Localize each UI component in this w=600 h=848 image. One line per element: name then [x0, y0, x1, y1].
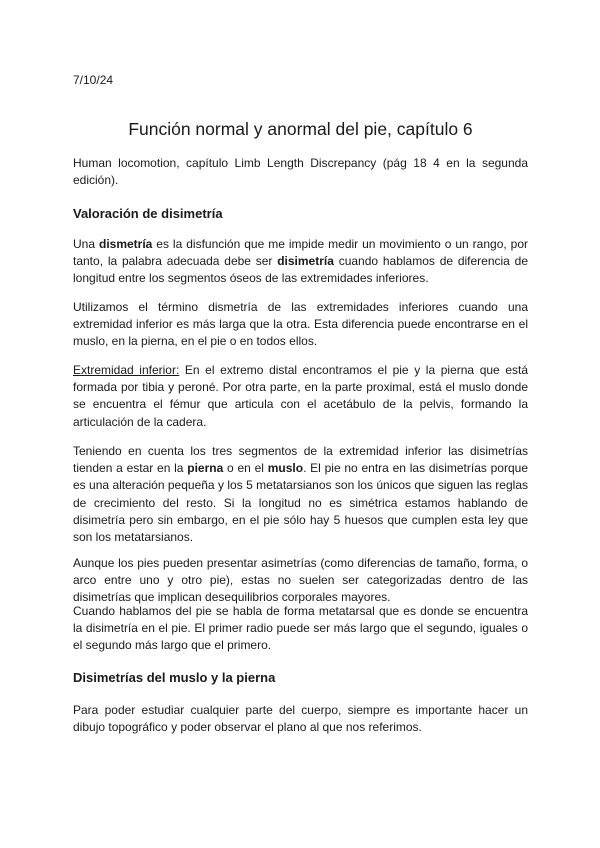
- paragraph-segmentos: [73, 443, 528, 546]
- text-run: Una: [73, 237, 99, 251]
- text-run: . El pie no entra en las disimetrías porque es una alteración pequeña y los 5 metatarsianos son los únicos que siguen las reglas de crecimiento del resto. Si la longitud no es simétrica estamos hablando de disimetría pero sin embargo, en el pie sólo hay 5 huesos que cumplen esta ley que son los metatarsianos.: [73, 461, 528, 545]
- text-run: Teniendo en cuenta los tres segmentos de la extremidad inferior las disimetrías tienden a estar en la: [73, 444, 528, 476]
- document-date: 7/10/24: [73, 73, 114, 87]
- paragraph-extremidad-inferior: [73, 362, 528, 431]
- paragraph-forma-metatarsal: Cuando hablamos del pie se habla de forma metatarsal que es donde se encuentra la disimetría en el pie. El primer radio puede ser más largo que el segundo, iguales o el segundo más largo que el primero.: [73, 604, 528, 653]
- text-run: es la disfunción que me impide medir un movimiento o un rango, por tanto, la palabra adecuada debe ser: [73, 237, 528, 269]
- paragraph-asimetrias: Aunque los pies pueden presentar asimetrías (como diferencias de tamaño, forma, o arco entre uno y otro pie), estas no suelen ser categorizadas dentro de las disimetrías que implican desequilibrios corporales mayores.: [73, 556, 528, 605]
- bold-term-dismetria: dismetría: [98, 237, 153, 251]
- section-heading-muslo-pierna: Disimetrías del muslo y la pierna: [73, 670, 276, 685]
- bold-term-disimetria: disimetría: [277, 254, 334, 269]
- bold-term-pierna: pierna: [187, 461, 224, 476]
- section-heading-valoracion: Valoración de disimetría: [73, 206, 223, 221]
- text-run: cuando hablamos de diferencia de longitud entre los segmentos óseos de las extremidades inferiores.: [73, 254, 528, 286]
- bold-term-muslo: muslo: [267, 461, 304, 476]
- intro-paragraph: Human locomotion, capítulo Limb Length Discrepancy (pág 18 4 en la segunda edición).: [73, 156, 528, 188]
- paragraph-dibujo-topografico: Para poder estudiar cualquier parte del cuerpo, siempre es importante hacer un dibujo topográfico y poder observar el plano al que nos referimos.: [73, 703, 528, 735]
- text-run: En el extremo distal encontramos el pie y la pierna que está formada por tibia y peroné. Por otra parte, en la parte proximal, está el muslo donde se encuentra el fémur que articula con el acetábulo de la pelvis, formando la articulación de la cadera.: [73, 363, 528, 429]
- underlined-label: Extremidad inferior:: [73, 363, 180, 377]
- text-run: o en el: [223, 461, 268, 476]
- paragraph-dismetria: [73, 236, 528, 288]
- document-title: Función normal y anormal del pie, capítulo 6: [128, 119, 473, 139]
- paragraph-termino: Utilizamos el término dismetría de las extremidades inferiores cuando una extremidad inferior es más larga que la otra. Esta diferencia puede encontrarse en el muslo, en la pierna, en el pie o en todos ellos.: [73, 300, 528, 349]
